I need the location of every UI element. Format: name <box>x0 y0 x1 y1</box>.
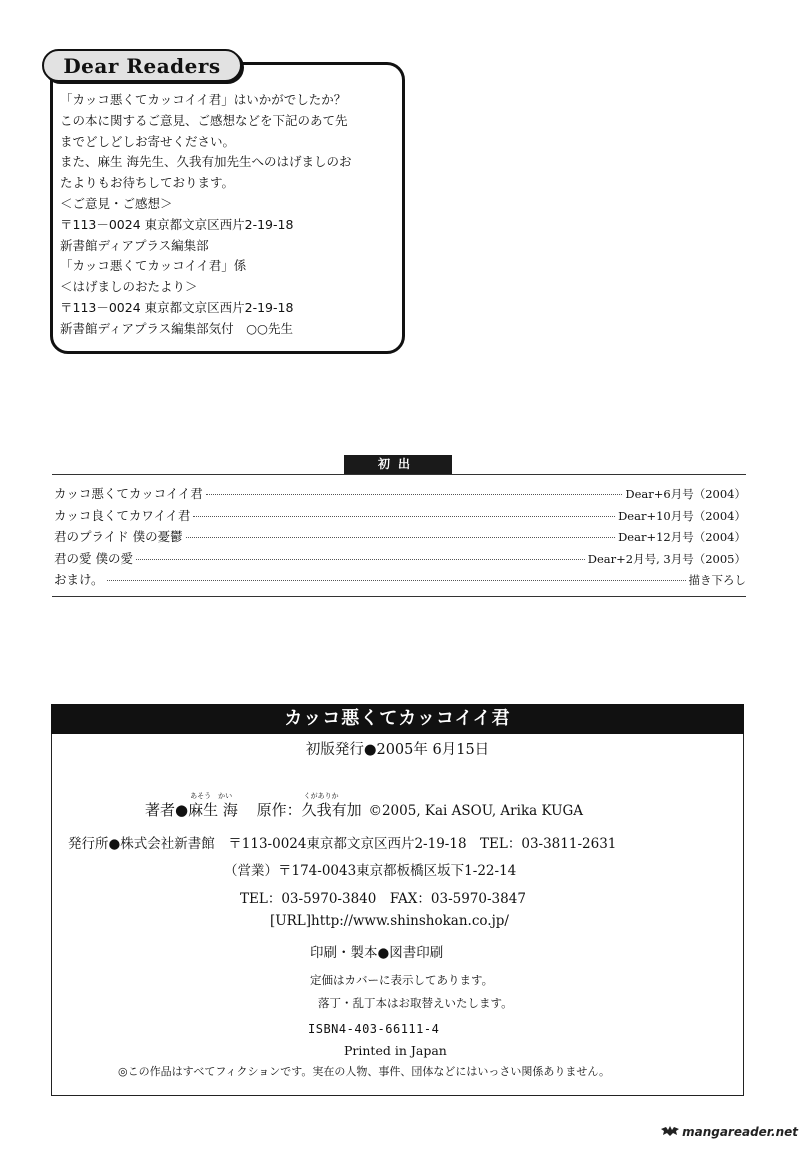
list-item <box>54 484 746 506</box>
story-title: 君のプライド 僕の憂鬱 <box>54 529 183 544</box>
readers-line: この本に関するご意見、ご感想などを下記のあて先 <box>60 112 348 128</box>
author-line <box>145 792 583 820</box>
url-link[interactable]: [URL]http://www.shinshokan.co.jp/ <box>270 913 509 929</box>
author-ruby: あそう かい <box>190 792 233 800</box>
readers-line: 新書館ディアプラス編集部気付 ○○先生 <box>60 320 293 336</box>
readers-line: 「カッコ悪くてカッコイイ君」はいかがでしたか？ <box>60 92 347 107</box>
dot-leader <box>186 537 615 538</box>
dot-leader <box>193 516 615 517</box>
original-ruby: くがありか <box>303 792 339 800</box>
readers-line: 新書館ディアプラス編集部 <box>60 237 209 253</box>
watermark-text: mangareader.net <box>682 1125 798 1139</box>
readers-line: 〒113－0024 東京都文京区西片2-19-18 <box>60 299 294 315</box>
publisher-line: 発行所●株式会社新書館 〒113-0024東京都文京区西片2-19-18 TEL：03-3811-2631 <box>68 836 617 852</box>
author-name: 麻生 海 <box>188 801 238 819</box>
dot-leader <box>136 559 585 560</box>
bat-logo-icon <box>661 1125 679 1137</box>
story-source: Dear+10月号（2004） <box>618 508 746 523</box>
tel-fax: TEL：03-5970-3840 FAX：03-5970-3847 <box>240 891 526 907</box>
list-item <box>54 527 746 549</box>
original-label: 原作： <box>256 801 302 819</box>
story-title: カッコ悪くてカッコイイ君 <box>54 486 203 501</box>
list-item <box>54 506 746 528</box>
list-item <box>54 570 746 592</box>
first-edition-date: 初版発行●2005年 6月15日 <box>305 742 490 758</box>
author-label: 著者● <box>145 801 189 819</box>
story-title: 君の愛 僕の愛 <box>54 550 133 566</box>
readers-line: ＜ご意見・ご感想＞ <box>60 195 173 211</box>
dear-readers-tab <box>42 49 242 82</box>
first-appearance-label: 初出 <box>344 455 452 474</box>
sales-address: （営業）〒174-0043東京都板橋区坂下1-22-14 <box>224 863 517 879</box>
dear-readers-heading: Dear Readers <box>63 53 221 78</box>
story-title: おまけ。 <box>54 572 104 587</box>
readers-line: ＜はげましのおたより＞ <box>60 279 198 295</box>
isbn: ISBN4-403-66111-4 <box>308 1022 440 1036</box>
defect-note: 落丁・乱丁本はお取替えいたします。 <box>318 996 513 1010</box>
readers-line: また、麻生 海先生、久我有加先生へのはげましのお <box>60 154 352 170</box>
story-source: Dear+2月号, 3月号（2005） <box>587 551 746 566</box>
printed-in: Printed in Japan <box>344 1043 447 1058</box>
watermark <box>661 1125 798 1139</box>
list-item <box>54 549 746 571</box>
readers-line: 〒113－0024 東京都文京区西片2-19-18 <box>60 216 294 232</box>
dear-readers-text <box>60 90 400 340</box>
fiction-note: ◎この作品はすべてフィクションです。実在の人物、事件、団体などにはいっさい関係ありません。 <box>118 1065 611 1078</box>
printing-info: 印刷・製本●図書印刷 <box>310 945 444 961</box>
story-source: Dear+12月号（2004） <box>618 530 746 544</box>
story-title: カッコ良くてカワイイ君 <box>54 507 191 523</box>
first-appearance-list <box>54 484 746 592</box>
dot-leader <box>206 494 623 495</box>
original-name: 久我有加 <box>301 801 362 819</box>
story-source: Dear+6月号（2004） <box>625 487 746 501</box>
price-note: 定価はカバーに表示してあります。 <box>310 973 494 987</box>
colophon-title: カッコ悪くてカッコイイ君 <box>51 704 744 734</box>
readers-line: までどしどしお寄せください。 <box>60 133 236 149</box>
readers-line: 「カッコ悪くてカッコイイ君」係 <box>60 258 247 274</box>
dot-leader <box>107 580 686 581</box>
story-source: 描き下ろし <box>688 573 746 587</box>
divider <box>52 474 746 475</box>
readers-line: たよりもお待ちしております。 <box>60 175 235 191</box>
copyright: ©2005, Kai ASOU, Arika KUGA <box>368 803 583 819</box>
divider <box>52 596 746 597</box>
